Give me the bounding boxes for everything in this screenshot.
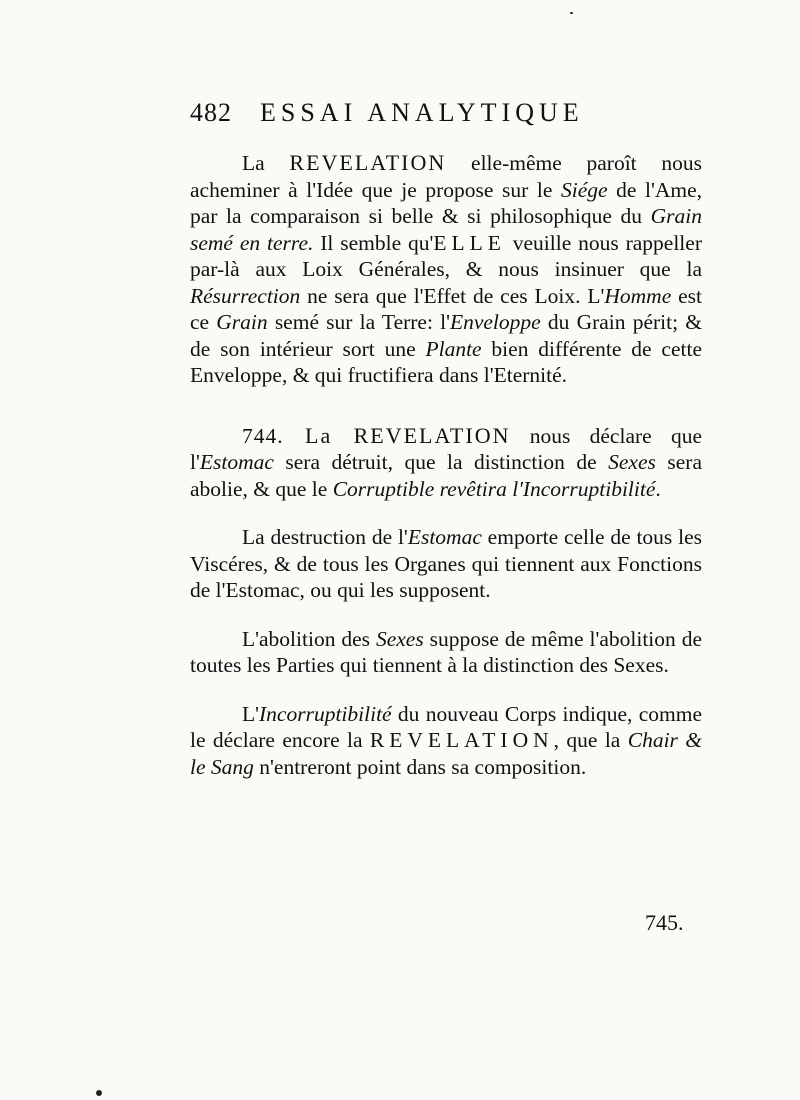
text-run: n'entreront point dans sa composition. xyxy=(253,754,587,779)
italic-run: Grain semé en terre. xyxy=(190,204,702,255)
text-run: de l'Ame, par la comparaison si belle & si philosophique du xyxy=(190,177,702,228)
italic-run: Chair & le Sang xyxy=(190,728,703,779)
ink-speck xyxy=(96,1090,102,1096)
text-run: est ce xyxy=(190,283,703,334)
paragraph-estomac xyxy=(190,524,702,604)
text-run: sera abolie, & que le xyxy=(190,450,702,501)
text-run: REVELATION xyxy=(353,422,511,448)
text-run: La xyxy=(242,151,290,175)
text-run: L' xyxy=(242,701,260,726)
italic-run: Corruptible revêtira l'Incorruptibilité xyxy=(332,476,656,501)
text-run: du nouveau Corps indique, comme le déclare encore la xyxy=(190,701,702,752)
ink-speck xyxy=(570,12,573,14)
italic-run: Résurrection xyxy=(190,283,301,308)
text-run: REVELATION xyxy=(369,728,554,752)
text-run: ELLE xyxy=(433,230,506,255)
italic-run: Homme xyxy=(604,283,672,308)
paragraph-incorruptibilite xyxy=(190,701,702,781)
paragraph-number: 744. xyxy=(242,423,284,448)
text-run: La xyxy=(283,422,354,448)
paragraph-sexes xyxy=(190,626,702,679)
italic-run: Sexes xyxy=(375,626,424,651)
text-run: nous déclare que l' xyxy=(190,423,702,474)
text-run: REVELATION xyxy=(289,150,447,175)
italic-run: Plante xyxy=(425,336,482,361)
text-run: veuille nous rappeller par-là aux Loix Générales, & nous insinuer que la xyxy=(190,230,702,281)
text-block xyxy=(190,150,702,780)
catchword: 745. xyxy=(645,910,684,935)
text-run: suppose de même l'abolition de toutes les Parties qui tiennent à la distinction des Sexes. xyxy=(190,626,702,677)
italic-run: Sexes xyxy=(608,450,656,474)
italic-run: Incorruptibilité xyxy=(259,701,392,726)
text-run: . xyxy=(655,476,661,501)
running-header xyxy=(190,98,630,138)
italic-run: Grain xyxy=(216,310,268,334)
paragraph-744 xyxy=(190,423,702,503)
italic-run: Estomac xyxy=(407,525,482,549)
paragraph-revelation-siege xyxy=(190,150,702,389)
page-number: 482 xyxy=(190,98,232,127)
text-run: bien différente de cette Enveloppe, & qui fructifiera dans l'Eternité. xyxy=(190,336,702,387)
text-run: , que la xyxy=(553,728,628,752)
text-run: semé sur la Terre: l' xyxy=(267,310,450,334)
running-title: ESSAI ANALYTIQUE xyxy=(260,98,584,127)
text-run: elle-même paroît nous acheminer à l'Idée que je propose sur le xyxy=(190,151,702,202)
italic-run: Estomac xyxy=(199,450,274,474)
italic-run: Siége xyxy=(560,177,608,202)
text-run: emporte celle de tous les Viscéres, & de tous les Organes qui tiennent aux Fonctions de l'Estomac, ou qui les supposent. xyxy=(190,525,702,602)
text-run: sera détruit, que la distinction de xyxy=(273,450,609,474)
text-run: Il semble qu' xyxy=(313,230,434,255)
text-run: du Grain périt; & de son intérieur sort une xyxy=(190,310,702,361)
text-run: L'abolition des xyxy=(242,626,376,651)
text-run: La destruction de l' xyxy=(242,525,408,549)
text-run: ne sera que l'Effet de ces Loix. L' xyxy=(300,283,605,308)
italic-run: Enveloppe xyxy=(449,310,541,334)
